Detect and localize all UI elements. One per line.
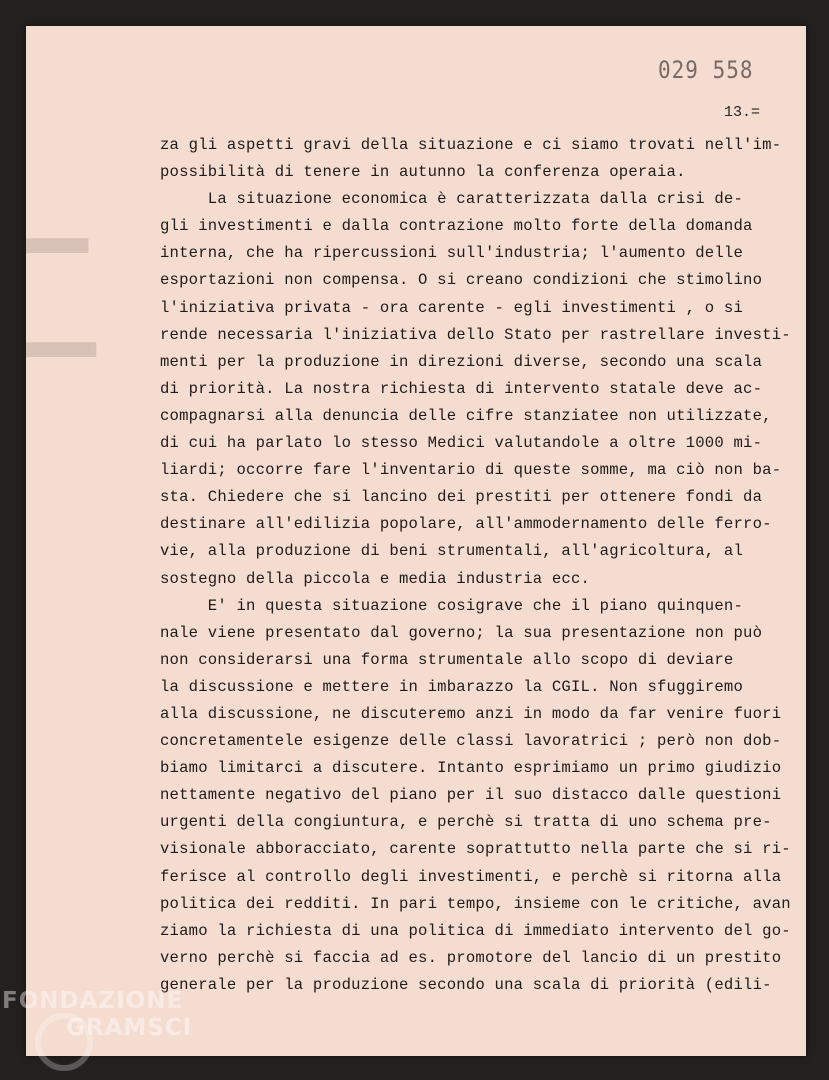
text-line: urgenti della congiuntura, e perchè si tratta di uno schema pre-: [160, 813, 772, 832]
text-line: ziamo la richiesta di una politica di immediato intervento del go-: [160, 921, 791, 940]
text-line: nettamente negativo del piano per il suo distacco dalle questioni: [160, 786, 782, 805]
text-line: non considerarsi una forma strumentale allo scopo di deviare: [160, 650, 734, 669]
text-line: alla discussione, ne discuteremo anzi in modo da far venire fuori: [160, 704, 782, 723]
watermark-line2: GRAMSCI: [66, 1015, 193, 1041]
page-number: 13.=: [724, 104, 761, 121]
text-line: generale per la produzione secondo una scala di priorità (edili-: [160, 975, 772, 994]
text-line: menti per la produzione in direzioni diverse, secondo una scala: [160, 352, 763, 371]
archive-stamp: 029 558: [658, 56, 754, 84]
text-line: politica dei redditi. In pari tempo, insieme con le critiche, avan: [160, 894, 791, 913]
text-line: E' in questa situazione cosigrave che il piano quinquen-: [160, 596, 744, 615]
text-line: rende necessaria l'iniziativa dello Stato per rastrellare investi-: [160, 325, 791, 344]
text-line: compagnarsi alla denuncia delle cifre stanziatee non utilizzate,: [160, 406, 772, 425]
text-line: destinare all'edilizia popolare, all'ammodernamento delle ferro-: [160, 515, 772, 534]
text-line: di cui ha parlato lo stesso Medici valutandole a oltre 1000 mi-: [160, 434, 763, 453]
body-text: [160, 132, 800, 999]
text-line: interna, che ha ripercussioni sull'industria; l'aumento delle: [160, 244, 744, 263]
text-line: esportazioni non compensa. O si creano condizioni che stimolino: [160, 271, 763, 290]
text-line: biamo limitarci a discutere. Intanto esprimiamo un primo giudizio: [160, 759, 782, 778]
text-line: vie, alla produzione di beni strumentali, all'agricoltura, al: [160, 542, 744, 561]
bleed-through-mark: █████████: [26, 342, 97, 357]
text-line: l'iniziativa privata - ora carente - egli investimenti , o si: [160, 298, 744, 317]
text-line: za gli aspetti gravi della situazione e ci siamo trovati nell'im-: [160, 136, 782, 154]
text-line: La situazione economica è caratterizzata dalla crisi de-: [160, 190, 744, 209]
text-line: la discussione e mettere in imbarazzo la CGIL. Non sfuggiremo: [160, 677, 744, 696]
text-line: ferisce al controllo degli investimenti, e perchè si ritorna alla: [160, 867, 782, 886]
watermark-logo: [2, 990, 192, 1040]
bleed-through-mark: ████████: [26, 238, 89, 253]
text-line: visionale abboracciato, carente soprattutto nella parte che si ri-: [160, 840, 791, 859]
text-line: possibilità di tenere in autunno la conferenza operaia.: [160, 163, 686, 182]
text-line: liardi; occorre fare l'inventario di queste somme, ma ciò non ba-: [160, 461, 782, 480]
text-line: nale viene presentato dal governo; la sua presentazione non può: [160, 623, 763, 642]
text-line: verno perchè si faccia ad es. promotore del lancio di un prestito: [160, 948, 782, 967]
text-line: sostegno della piccola e media industria ecc.: [160, 569, 591, 588]
text-line: sta. Chiedere che si lancino dei prestiti per ottenere fondi da: [160, 488, 763, 507]
watermark-line1: FONDAZIONE: [2, 988, 184, 1014]
text-line: concretamentele esigenze delle classi lavoratrici ; però non dob-: [160, 732, 782, 751]
text-line: di priorità. La nostra richiesta di intervento statale deve ac-: [160, 379, 763, 398]
text-line: gli investimenti e dalla contrazione molto forte della domanda: [160, 217, 753, 236]
